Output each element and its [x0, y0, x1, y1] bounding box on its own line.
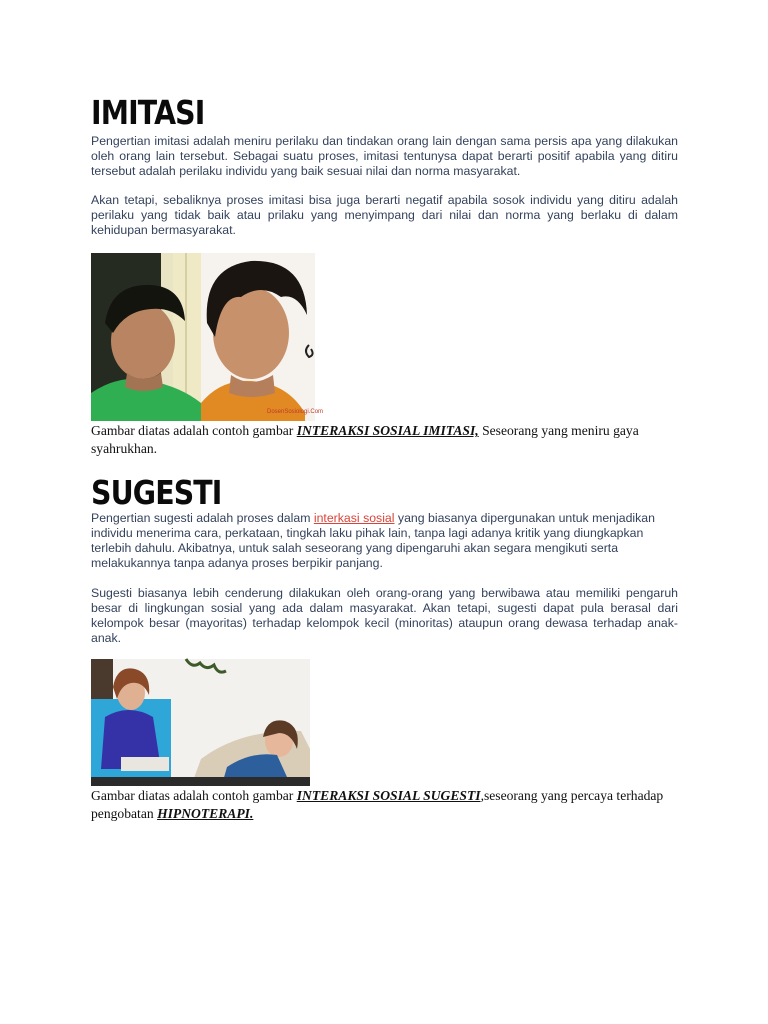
- image-watermark: DosenSosiologi.Com: [267, 409, 324, 415]
- caption-emphasis-hipnoterapi: HIPNOTERAPI.: [157, 806, 254, 821]
- imitasi-caption: [91, 422, 678, 458]
- sugesti-paragraph-2: Sugesti biasanya lebih cenderung dilakukan oleh orang-orang yang berwibawa atau memiliki pengaruh besar di lingkungan sosial yang ada dalam masyarakat. Akan tetapi, sugesti dapat pula berasal dari kelompok besar (mayoritas) terhadap kelompok kecil (minoritas) ataupun orang dewasa terhadap anak-anak.: [91, 586, 678, 645]
- caption-text: Gambar diatas adalah contoh gambar: [91, 423, 297, 438]
- caption-emphasis: INTERAKSI SOSIAL SUGESTI: [296, 788, 481, 803]
- section-title-sugesti: SUGESTI: [91, 473, 222, 512]
- para-text-end: yang biasanya dipergunakan untuk menjadikan individu menerima cara, perkataan, tingkah laku pihak lain, tanpa lagi adanya kritik yang diungkapkan terlebih dahulu. Akibatnya, untuk salah seseorang yang dipengaruhi akan segara mengikuti serta melakukannya tanpa adanya proses berpikir panjang.: [91, 511, 655, 570]
- section-title-imitasi: IMITASI: [91, 93, 205, 132]
- imitasi-paragraph-1: Pengertian imitasi adalah meniru perilaku dan tindakan orang lain dengan sama persis apa yang dilakukan oleh orang lain tersebut. Sebagai suatu proses, imitasi tentunysa dapat berarti positif apabila yang ditiru tersebut adalah perilaku individu yang baik sesuai nilai dan norma masyarakat.: [91, 134, 678, 178]
- imitasi-image: [91, 253, 324, 421]
- caption-emphasis: INTERAKSI SOSIAL IMITASI,: [296, 423, 479, 438]
- caption-text-mid: ,seseorang yang percaya terhadap pengobatan: [91, 788, 664, 821]
- para-text: Pengertian sugesti adalah proses dalam: [91, 511, 314, 525]
- interaksi-sosial-link[interactable]: interkasi sosial: [313, 511, 395, 525]
- sugesti-image: [91, 659, 310, 786]
- sugesti-caption: [91, 787, 678, 823]
- caption-text-end: Seseorang yang meniru gaya syahrukhan.: [91, 423, 639, 456]
- caption-text: Gambar diatas adalah contoh gambar: [91, 788, 297, 803]
- imitasi-paragraph-2: Akan tetapi, sebaliknya proses imitasi bisa juga berarti negatif apabila sosok individu yang ditiru adalah perilaku yang tidak baik atau prilaku yang menyimpang dari nilai dan norma yang berlaku di dalam kehidupan bermasyarakat.: [91, 193, 678, 237]
- sugesti-paragraph-1: [91, 511, 678, 571]
